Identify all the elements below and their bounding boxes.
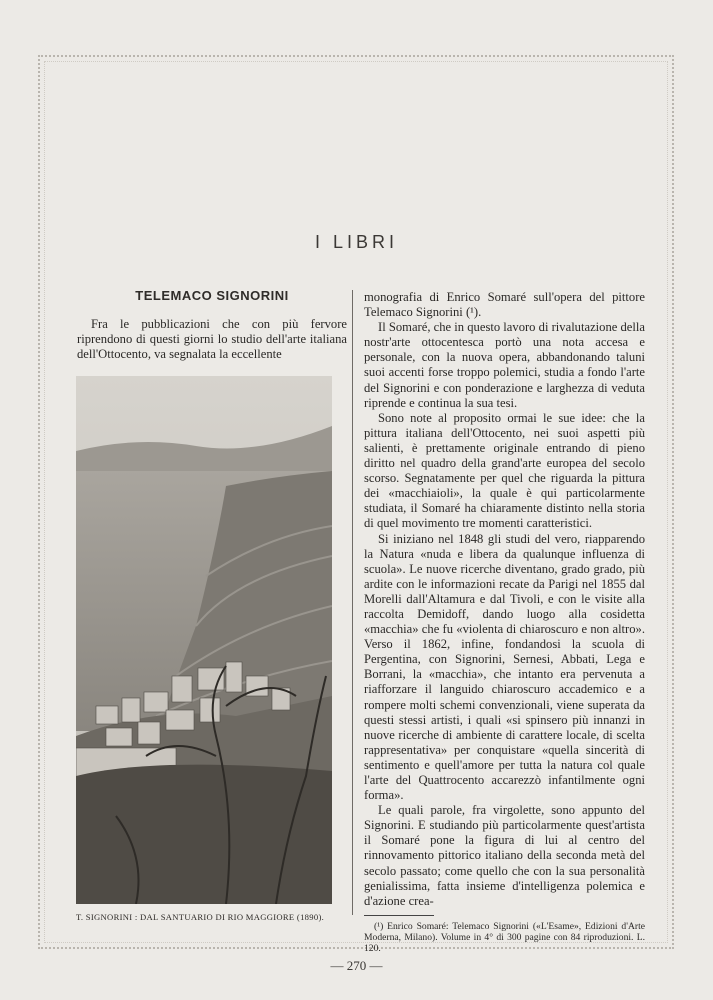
paragraph: Il Somaré, che in questo lavoro di rivalutazione della nostr'arte ottocentesca portò una nota accesa e personale, con la nuova opera, abbandonando taluni suoi accenti forse troppo polemici, studia a fondo l'arte del Signorini e con ponderazione e larghezza di veduta riprende e continua la sua tesi. [364,320,645,410]
paragraph: Sono note al proposito ormai le sue idee: che la pittura italiana dell'Ottocento, nei suoi aspetti più salienti, è prettamente originale entrando di pieno diritto nel quadro della grand'arte europea del secolo scorso. Segnatamente per quel che riguarda la pittura dei «macchiaioli», la quale è qui particolarmente studiata, il Somaré ha chiaramente distinto nella storia di quel movimento tre momenti caratteristici. [364,410,645,531]
column-divider [352,290,353,915]
section-heading: I LIBRI [314,232,399,252]
left-column [77,288,347,363]
landscape-illustration [76,376,332,904]
intro-paragraph: Fra le pubblicazioni che con più fervore riprendono di questi giorni lo studio dell'arte italiana dell'Ottocento, va segnalata la eccellente [77,317,347,362]
footnote: (¹) Enrico Somaré: Telemaco Signorini («L'Esame», Edizioni d'Arte Moderna, Milano). Volume in 4° di 300 pagine con 84 riproduzioni. L. 120. [364,920,645,954]
right-column [364,290,645,954]
painting-reproduction [76,376,332,904]
paragraph: Le quali parole, fra virgolette, sono appunto del Signorini. E studiando più particolarmente quest'artista il Somaré pone la figura di lui al centro del rinnovamento pittorico italiano della seconda metà del secolo passato; come quello che con la sua personalità genialissima, fatta insieme d'intelligenza polemica e d'azione crea- [364,803,645,908]
figure-caption: T. SIGNORINI : DAL SANTUARIO DI RIO MAGGIORE (1890). [76,912,325,922]
page-number: — 270 — [330,958,383,973]
article-title: TELEMACO SIGNORINI [135,288,289,303]
paragraph: monografia di Enrico Somaré sull'opera del pittore Telemaco Signorini (¹). [364,290,645,320]
paragraph: Si iniziano nel 1848 gli studi del vero, riapparendo la Natura «nuda e libera da qualunque influenza di scuola». Le nuove ricerche diventano, grado grado, più ardite con le informazioni recate da Parigi nel 1855 dal Morelli dall'Altamura e dal Tivoli, e con le visite alla raccolta Demidoff, dando luogo alla cosidetta «macchia» che fu «violenta di chiaroscuro e non altro». Verso il 1862, infine, fondandosi la scuola di Pergentina, con Signorini, Sernesi, Abbati, Lega e Borrani, la «macchia», che intanto era pervenuta a riafforzare il languido chiaroscuro accademico e a rompere molti schemi convenzionali, viene superata da questi stessi artisti, i quali «si spinsero più innanzi in nuove ricerche di ambiente di carattere locale, di scelta rappresentativa» per conquistare «quella sincerità di sentimento e quell'amore per tutta la natura col quale l'arte del Quattrocento accarezzò infantilmente ogni forma». [364,531,645,803]
footnote-rule [364,915,434,916]
